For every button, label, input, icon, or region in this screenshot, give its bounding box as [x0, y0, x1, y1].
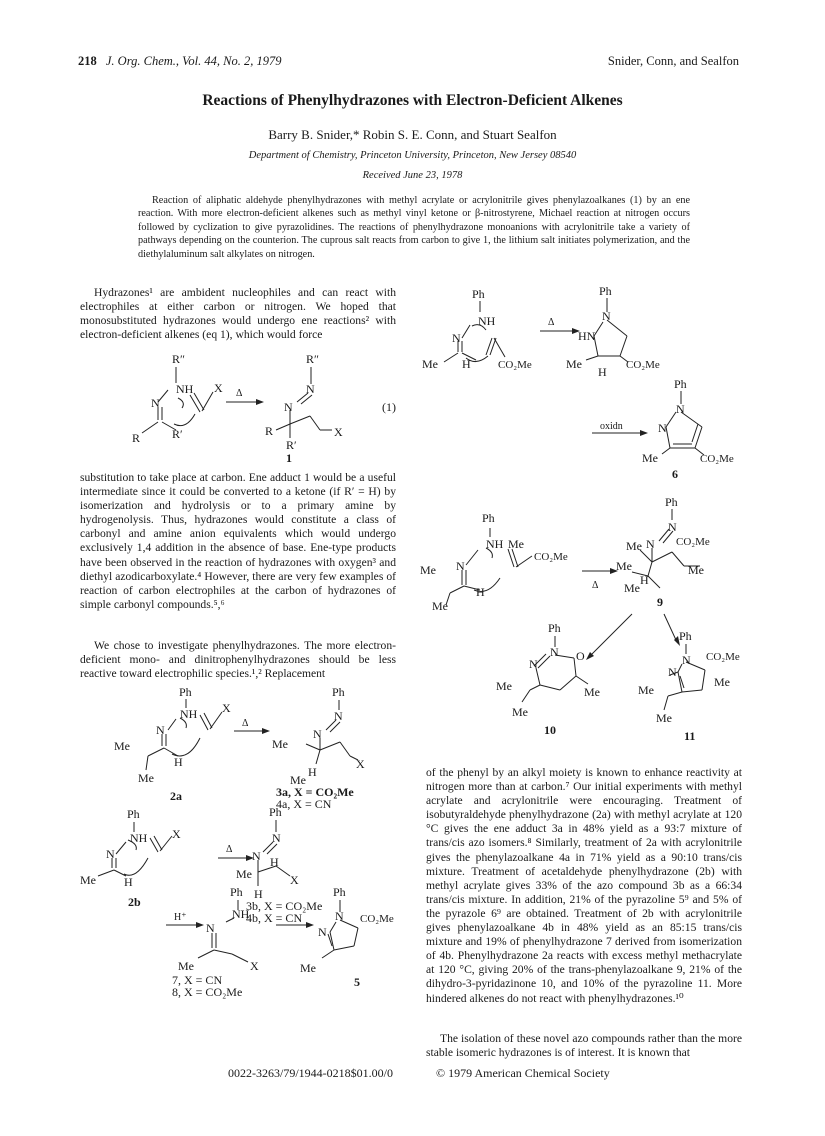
p9-me1: Me	[626, 539, 642, 553]
p9-co2me: CO₂Me	[676, 536, 710, 548]
s2a-n: N	[156, 723, 165, 737]
p9-me3: Me	[688, 563, 704, 577]
rt-ph: Ph	[472, 287, 485, 301]
mr-me3: Me	[432, 599, 448, 613]
eq1-x: X	[214, 381, 223, 395]
p9-me4: Me	[624, 581, 640, 595]
mr-delta: Δ	[592, 580, 599, 591]
s2b-n: N	[106, 847, 115, 861]
p6-n2: N	[658, 421, 667, 435]
p9-ph: Ph	[665, 495, 678, 509]
eq1-delta: Δ	[236, 388, 243, 399]
mr-h: H	[476, 585, 485, 599]
label-8: 8, X = CO₂Me	[172, 985, 243, 999]
eq1-r: R	[132, 431, 141, 445]
s2b-nh: NH	[130, 831, 148, 845]
journal-citation: J. Org. Chem., Vol. 44, No. 2, 1979	[105, 54, 282, 68]
eq1-p-r2: R″	[306, 352, 320, 366]
s2a-me2: Me	[138, 771, 154, 785]
s3a-ph: Ph	[332, 685, 345, 699]
p10-n1: N	[550, 645, 559, 659]
abstract: Reaction of aliphatic aldehyde phenylhydrazones with methyl acrylate or acrylonitrile gives phenylazoalkanes (1) by an ene reaction. With more electron-deficient alkenes such as methyl vinyl ketone or β-nitrostyrene, Michael reaction at nitrogen occurs followed by cyclization to give pyrazolidines. The reactions of phenylhydrazone monoanions with acrylonitrile take a variety of pathways depending on the counterion. The cuprous salt reacts from carbon to give 1, the lithium salt initiates polymerization, and the diethylaluminum salt alkylates on nitrogen.	[138, 195, 690, 260]
footer-copyright: © 1979 American Chemical Society	[436, 1066, 610, 1080]
s5-n1: N	[335, 909, 344, 923]
rt-p-me: Me	[566, 357, 582, 371]
p6-co2me: CO₂Me	[700, 453, 734, 465]
s3a-n1: N	[334, 709, 343, 723]
p9-me2: Me	[616, 559, 632, 573]
s7-x: X	[250, 959, 259, 973]
label-4b: 4b, X = CN	[246, 911, 303, 925]
s3a-me1: Me	[272, 737, 288, 751]
s3b-n1: N	[272, 831, 281, 845]
s2b-h: H	[124, 875, 133, 889]
p11-ph: Ph	[679, 629, 692, 643]
rt-co2me: CO₂Me	[498, 359, 532, 371]
p10-n2: N	[529, 657, 538, 671]
s2b-ph: Ph	[127, 807, 140, 821]
eq1-r2: R″	[172, 352, 186, 366]
s7-nh: NH	[232, 907, 250, 921]
p6-me: Me	[642, 451, 658, 465]
s3a-n2: N	[313, 727, 322, 741]
p11-me1: Me	[714, 675, 730, 689]
p11-n2: N	[668, 665, 677, 679]
article-title: Reactions of Phenylhydrazones with Electron-Deficient Alkenes	[202, 92, 623, 109]
label-10: 10	[544, 723, 556, 737]
s5-co2me: CO₂Me	[360, 913, 394, 925]
s3b-h2: H	[254, 887, 263, 901]
eq1-p-x: X	[334, 425, 343, 439]
s2a-delta: Δ	[242, 718, 249, 729]
p9-n1: N	[668, 520, 677, 534]
rt-delta: Δ	[548, 317, 555, 328]
label-3a: 3a, X = CO₂Me	[276, 785, 354, 799]
page-number: 218	[78, 54, 97, 68]
p6-n1: N	[676, 402, 685, 416]
p10-me2: Me	[584, 685, 600, 699]
intro-paragraph-1: Hydrazones¹ are ambident nucleophiles and can react with electrophiles at either carbon or nitrogen. We hoped that monosubstituted hydrazones would undergo ene reactions² with electron-deficient alkenes (eq 1), which would force	[80, 286, 396, 342]
p9-n2: N	[646, 537, 655, 551]
p11-me3: Me	[656, 711, 672, 725]
label-2a: 2a	[170, 789, 182, 803]
p9-h: H	[640, 573, 649, 587]
rt-nh: NH	[478, 314, 496, 328]
label-5: 5	[354, 975, 360, 989]
s5-n2: N	[318, 925, 327, 939]
p6-ph: Ph	[674, 377, 687, 391]
label-9: 9	[657, 595, 663, 609]
s2a-h: H	[174, 755, 183, 769]
eq1-n: N	[151, 396, 160, 410]
p10-me1: Me	[496, 679, 512, 693]
author-list: Barry B. Snider,* Robin S. E. Conn, and Stuart Sealfon	[268, 127, 557, 142]
s3a-me2: Me	[290, 773, 306, 787]
label-11: 11	[684, 729, 696, 743]
p11-co2me: CO₂Me	[706, 651, 740, 663]
eq1-p-n2: N	[284, 400, 293, 414]
p10-o: O	[576, 649, 585, 663]
label-1: 1	[286, 451, 292, 465]
s2b-me: Me	[80, 873, 96, 887]
s3b-h1: H	[270, 855, 279, 869]
s7-me: Me	[178, 959, 194, 973]
affiliation: Department of Chemistry, Princeton University, Princeton, New Jersey 08540	[248, 150, 577, 161]
p11-n1: N	[682, 653, 691, 667]
rt-n: N	[452, 331, 461, 345]
intro-paragraph-3: We chose to investigate phenylhydrazones. The more electron-deficient mono- and dinitrophenylhydrazones should be less reactive toward electrophilic species.¹,² Replacement	[80, 639, 396, 681]
eq1-p-n1: N	[306, 382, 315, 396]
p11-me2: Me	[638, 683, 654, 697]
results-paragraph-2: The isolation of these novel azo compounds rather than the more stable isomeric hydrazones is of interest. It is known that	[426, 1032, 742, 1060]
mr-ph: Ph	[482, 511, 495, 525]
intro-paragraph-2: substitution to take place at carbon. Ene adduct 1 would be a useful intermediate since it could be converted to a ketone (if R′ = H) by isomerization and hydrolysis or to a primary amine by hydrogenolysis. Thus, hydrazones would constitute a class of carbonyl and amine anion equivalents which would undergo exclusively 1,4 addition in the absence of base. Ene-type products have been observed in the reaction of hydrazones with oxygen³ and diethyl azodicarboxylate.⁴ However, there are very few examples of reaction of carbon electrophiles at the carbon of hydrazones of simple carbonyl compounds.⁵,⁶	[80, 471, 396, 611]
s3b-x: X	[290, 873, 299, 887]
s2a-me1: Me	[114, 739, 130, 753]
s2b-x: X	[172, 827, 181, 841]
rt-p-ph: Ph	[599, 284, 612, 298]
mr-me2: Me	[420, 563, 436, 577]
s7-ph: Ph	[230, 885, 243, 899]
s3a-x: X	[356, 757, 365, 771]
mr-co2me: CO₂Me	[534, 551, 568, 563]
label-3b: 3b, X = CO₂Me	[246, 899, 323, 913]
mr-me: Me	[508, 537, 524, 551]
s3a-h: H	[308, 765, 317, 779]
eq1-r1: R′	[172, 427, 183, 441]
running-authors: Snider, Conn, and Sealfon	[607, 54, 739, 68]
eq1-number: (1)	[382, 400, 396, 414]
mr-n: N	[456, 559, 465, 573]
eq1-nh: NH	[176, 382, 194, 396]
label-2b: 2b	[128, 895, 141, 909]
rt-p-hn: HN	[578, 329, 596, 343]
s5-ph: Ph	[333, 885, 346, 899]
rt-p-n: N	[602, 309, 611, 323]
label-7: 7, X = CN	[172, 973, 223, 987]
s2a-x: X	[222, 701, 231, 715]
s3b-ph: Ph	[269, 805, 282, 819]
s2a-ph: Ph	[179, 685, 192, 699]
rt-me: Me	[422, 357, 438, 371]
label-4a: 4a, X = CN	[276, 797, 332, 811]
label-6: 6	[672, 467, 678, 481]
s7-n: N	[206, 921, 215, 935]
results-paragraph-1: of the phenyl by an alkyl moiety is known to enhance reactivity at nitrogen more than at carbon.⁷ Our initial experiments with methyl acrylate and acrylonitrile were encouraging. Treatment of isobutyraldehyde phenylhydrazone (2a) with methyl acrylate at 120 °C gives the ene adduct 3a in 48% yield as a 93:7 mixture of trans/cis azo isomers.⁸ Similarly, treatment of 2a with acrylonitrile gives the phenylazoalkane 4a in 71% yield as a 90:10 trans/cis mixture. Treatment of acetaldehyde phenylhydrazone (2b) with methyl acrylate gives 33% of the azo compound 3b as a 66:34 trans/cis mixture. In addition, 21% of the pyrazoline 5⁹ and 5% of the pyrazole 6⁹ are obtained. Treatment of 2b with acrylonitrile gives phenylazoalkane 4b in 48% yield as an 85:15 trans/cis mixture and 19% of phenylhydrazone 7 derived from isomerization of 4b. Phenylhydrazone 2a reacts with excess methyl methacrylate at 120 °C, giving 20% of the trans-phenylazoalkane 9, 21% of the dihydro-3-pyridazinone 10, and 10% of the pyrazoline 11. More hindered alkenes do not react with phenylhydrazones.¹⁰	[426, 766, 742, 1005]
p10-me3: Me	[512, 705, 528, 719]
eq1-p-r1: R′	[286, 438, 297, 452]
s7-hplus: H⁺	[174, 912, 187, 923]
mr-nh: NH	[486, 537, 504, 551]
received-date: Received June 23, 1978	[362, 170, 463, 181]
rt-p-h: H	[598, 365, 607, 379]
s2a-nh: NH	[180, 707, 198, 721]
s2b-delta: Δ	[226, 844, 233, 855]
s3b-n2: N	[252, 849, 261, 863]
s3b-me: Me	[236, 867, 252, 881]
p10-ph: Ph	[548, 621, 561, 635]
eq1-p-r: R	[265, 424, 274, 438]
s5-me: Me	[300, 961, 316, 975]
rt-p-co2me: CO₂Me	[626, 359, 660, 371]
footer-code: 0022-3263/79/1944-0218$01.00/0	[228, 1066, 393, 1080]
oxidn-label: oxidn	[600, 421, 623, 432]
rt-h: H	[462, 357, 471, 371]
